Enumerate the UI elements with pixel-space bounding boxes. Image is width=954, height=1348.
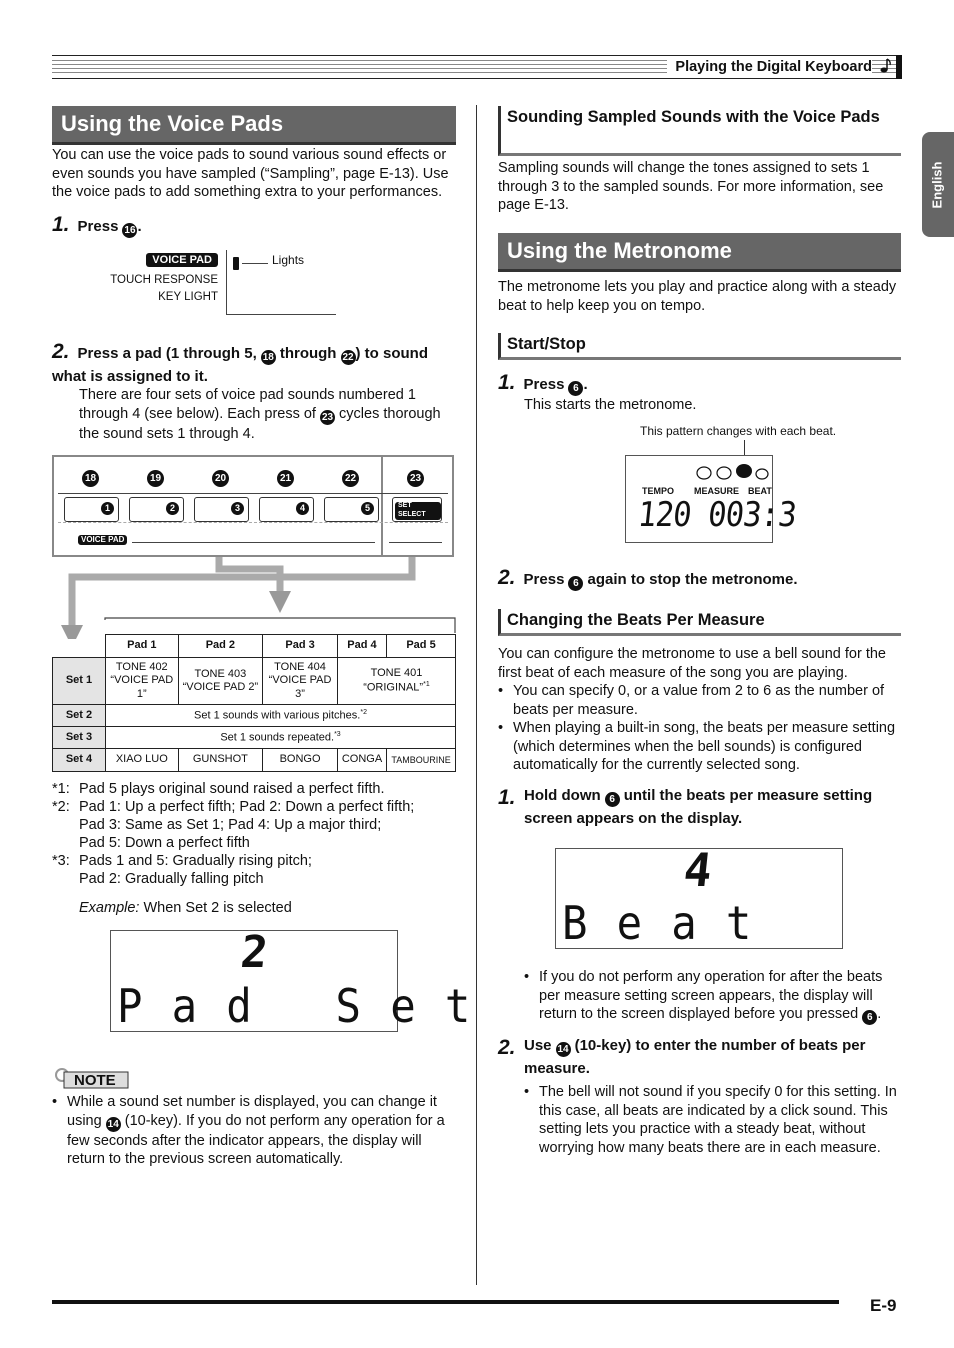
sampled-body: Sampling sounds will change the tones assigned to sets 1 through 3 to the sampled sounds. For more information, see page E-13. — [498, 160, 884, 214]
table-row: Set 2 Set 1 sounds with various pitches.$^{*2}$ — [53, 705, 456, 727]
callout-21: 21 — [277, 466, 294, 487]
page-number: E-9 — [870, 1296, 897, 1315]
footer-rule — [52, 1300, 839, 1304]
button-badge: 18 — [262, 352, 274, 363]
button-badge: 22 — [342, 352, 354, 363]
button-badge: 14 — [107, 1118, 119, 1130]
footnotes: *1: Pad 5 plays original sound raised a perfect fifth. *2: Pad 1: Up a perfect fifth; Pad 2: Down a perfect fifth; Pad 3: Same as Set 1; Pad 4: Up a major third; Pad 5: Down a perfect fifth *3: Pads 1 and 5: Gradually rising pitch; Pad 2: Gradually falling pitch — [52, 781, 415, 887]
metronome-title: Using the Metronome — [498, 233, 901, 272]
pad-3: 3 — [194, 497, 249, 522]
col-header: Pad 4 — [337, 635, 386, 658]
table-row: Set 4 XIAO LUO GUNSHOT BONGO CONGA TAMBOURINE — [53, 749, 456, 772]
lcd-pad-set — [110, 927, 473, 1033]
step1: 1. Press 16 . — [52, 213, 142, 236]
header-bar — [896, 55, 902, 79]
ss-step1: 1. Press 6 . — [498, 371, 588, 394]
column-divider — [476, 105, 477, 1285]
key-light-label: KEY LIGHT — [158, 291, 218, 303]
table-row: Set 3 Set 1 sounds repeated.$^{*3}$ — [53, 727, 456, 749]
lcd-set-number: 2 — [238, 927, 271, 978]
ss-step1-body: This starts the metronome. — [524, 397, 697, 413]
bt-bullet: • If you do not perform any operation for after the beats per measure setting screen appears, the display will return to the screen displayed before you pressed 6 . — [524, 969, 883, 1024]
start-stop-heading: Start/Stop — [498, 333, 901, 360]
beats-bullet-2: • When playing a built-in song, the beats per measure setting (which determines when the bell sounds) is configured automatically for the currently selected song. — [498, 720, 896, 774]
button-badge: 14 — [557, 1044, 569, 1055]
button-badge: 6 — [568, 381, 583, 396]
pad-diagram — [52, 455, 454, 557]
col-header: Pad 1 — [106, 635, 179, 658]
step-number: 2. — [52, 340, 70, 363]
voice-pads-intro: You can use the voice pads to sound various sound effects or even sounds you have sampled (“Sampling”, page E-13). Use the voice pads to add something extra to your performances. — [52, 147, 449, 201]
step-number: 1. — [52, 213, 70, 236]
lights-label: Lights — [272, 253, 305, 267]
touch-response-label: TOUCH RESPONSE — [110, 274, 218, 286]
beat-pattern-icon — [694, 462, 772, 482]
button-badge: 16 — [124, 225, 136, 236]
voice-pad-chip: VOICE PAD — [78, 535, 127, 545]
button-badge: 23 — [321, 411, 334, 423]
diagram-arrows — [60, 557, 460, 639]
col-header: Pad 3 — [263, 635, 338, 658]
button-badge: 6 — [568, 576, 583, 591]
beats-heading: Changing the Beats Per Measure — [498, 609, 901, 636]
voice-pad-chip: VOICE PAD — [146, 253, 218, 267]
button-badge: 6 — [605, 792, 620, 807]
bt-step1: 1. Hold down 6 until the beats per measure setting screen appears on the display. — [498, 786, 873, 827]
beats-intro: You can configure the metronome to use a bell sound for the first beat of each measure of the song you are playing. — [498, 646, 886, 681]
col-header: Pad 2 — [178, 635, 263, 658]
lcd-beat-number: 4 — [681, 843, 715, 897]
metronome-intro: The metronome lets you play and practice along with a steady beat to help keep you on tempo. — [498, 279, 897, 314]
bt-step2-bullet: • The bell will not sound if you specify 0 for this setting. In this case, all beats are indicated by a click sound. This setting lets you practice with a steady beat, without worrying how many beats there are in each measure. — [524, 1084, 897, 1156]
button-badge: 6 — [862, 1010, 877, 1025]
beats-bullet-1: • You can specify 0, or a value from 2 to 6 as the number of beats per measure. — [498, 683, 885, 718]
ss-step2: 2. Press 6 again to stop the metronome. — [498, 566, 798, 589]
set-select-button: SET SELECT — [392, 497, 442, 522]
voice-pad-panel — [110, 250, 330, 316]
language-tab: English — [922, 132, 954, 237]
running-header: Playing the Digital Keyboard — [667, 58, 872, 77]
pad-1: 1 — [64, 497, 119, 522]
step-text: Press — [77, 218, 119, 235]
lcd-metronome: TEMPO MEASURE BEAT 120 003:3 — [625, 455, 773, 543]
callout-18: 18 — [82, 466, 99, 487]
callout-20: 20 — [212, 466, 229, 487]
pad-2: 2 — [129, 497, 184, 522]
light-indicator — [233, 257, 239, 270]
bt-step2: 2. Use 14 (10-key) to enter the number of beats per measure. — [498, 1036, 866, 1077]
lcd-beat — [555, 843, 843, 950]
sampled-heading: Sounding Sampled Sounds with the Voice Pads — [498, 106, 901, 156]
voice-pads-title: Using the Voice Pads — [52, 106, 456, 145]
example-caption: Example: When Set 2 is selected — [79, 900, 292, 916]
voice-pad-table — [52, 634, 456, 772]
note-bullet: • While a sound set number is displayed, you can change it using 14 (10-key). If you do not perform any operation for a few seconds after the indicator appears, the display will return to the previous screen automatically. — [52, 1094, 445, 1168]
lcd-beat-text: B e a t — [562, 896, 754, 950]
callout-19: 19 — [147, 466, 164, 487]
pattern-caption: This pattern changes with each beat. — [640, 424, 837, 438]
callout-23: 23 — [407, 466, 424, 487]
callout-22: 22 — [342, 466, 359, 487]
table-row: Set 1 TONE 402 “VOICE PAD 1” TONE 403 “VOICE PAD 2” TONE 404 “VOICE PAD 3” TONE 401 “ORIGINAL”$^{*1}$ — [53, 658, 456, 705]
pad-5: 5 — [324, 497, 379, 522]
lcd-metronome-digits: 120 003:3 — [635, 495, 798, 535]
lcd-pad-set-text: P a d S e t — [117, 979, 473, 1033]
pad-4: 4 — [259, 497, 314, 522]
step2: 2. Press a pad (1 through 5, 18 through 22 ) to sound what is assigned to it. — [52, 340, 428, 385]
col-header: Pad 5 — [387, 635, 456, 658]
step2-body: There are four sets of voice pad sounds numbered 1 through 4 (see below). Each press of 23 cycles thorough the sound sets 1 through 4. — [79, 387, 441, 442]
